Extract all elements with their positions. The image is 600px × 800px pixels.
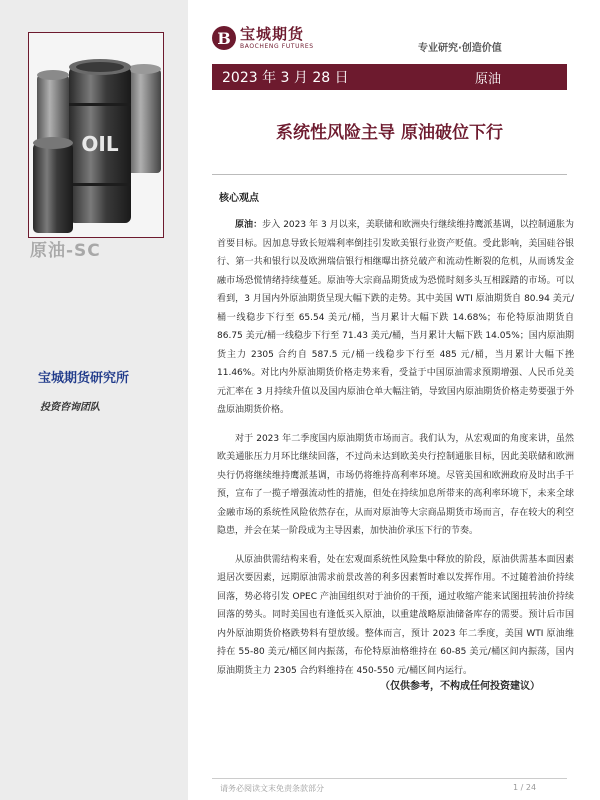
footer-note: 请务必阅读文末免责条款部分 (220, 784, 324, 793)
oil-barrels-image (29, 33, 163, 237)
report-date: 2023 年 3 月 28 日 (222, 70, 349, 86)
date-bar (212, 64, 567, 90)
brand-name-en: BAOCHENG FUTURES (240, 42, 314, 50)
oil-label: OIL (81, 132, 119, 156)
report-category: 原油 (474, 71, 501, 87)
sidebar-category: 原油-SC (30, 241, 101, 261)
paragraph-1-text: 步入 2023 年 3 月以来，美联储和欧洲央行继续维持鹰派基调，以控制通胀为首要目标。因加息导致长短端利率倒挂引发欧美银行业资产贬值。受此影响，美国硅谷银行、第一共和银行以及欧洲瑞信银行相继曝出挤兑破产和流动性断裂的危机，从而诱发金融市场恐慌情绪持续蔓延。原油等大宗商品期货成为恐慌时刻多头互相踩踏的市场。可以看到，3 月国内外原油期货呈现大幅下跌的走势。其中美国 WTI 原油期货自 80.94 美元/桶一线稳步下行至 65.54 美元/桶，当月累计大幅下跌 14.68%；布伦特原油期货自 86.75 美元/桶一线稳步下行至 71.43 美元/桶，当月累计大幅下跌 14.05%；国内原油期货主力 2305 合约自 587.5 元/桶一线稳步下行至 485 元/桶，当月累计大幅下挫 11.46%。对比内外原油期货价格走势来看，受益于中国原油需求预期增强、人民币兑美元汇率在 3 月持续升值以及国内原油仓单大幅注销，导致国内原油期货价格走势要强于外盘原油期货价格。 (217, 220, 574, 415)
paragraph-2: 对于 2023 年二季度国内原油期货市场而言。我们认为，从宏观面的角度来讲，虽然欧美通胀压力月环比继续回落，不过尚未达到欧美央行控制通胀目标，因此美联储和欧洲央行仍将继续维持鹰派基调，市场仍将维持高利率环境。尽管美国和欧洲政府及时出手干预，宣布了一揽子增强流动性的措施，但处在持续加息所带来的高利率环境下，未来全球金融市场的系统性风险依然存在，从而对原油等大宗商品期货市场而言，存在较大的利空隐患，并会在某一阶段成为主导因素，加快油价承压下行的节奏。 (217, 433, 574, 536)
footer-divider (212, 778, 567, 779)
report-body (217, 216, 574, 690)
report-title: 系统性风险主导 原油破位下行 (276, 123, 503, 143)
paragraph-1 (217, 216, 574, 420)
hero-image-frame (28, 32, 164, 238)
paragraph-3: 从原油供需结构来看，处在宏观面系统性风险集中释放的阶段，原油供需基本面因素退居次要因素，远期原油需求前景改善的利多因素暂时难以发挥作用。不过随着油价持续回落，势必将引发 OPEC 产油国组织对于油价的干预，通过收缩产能来试图扭转油价持续回落的势头。同时美国也有逢低买入原油，以重建战略原油储备库存的需要。预计后市国内外原油期货价格跌势料有望放缓。整体而言，预计 2023 年二季度，美国 WTI 原油维持在 55-80 美元/桶区间内振荡，布伦特原油格维持在 60-85 美元/桶区间内振荡，国内原油期货主力 2305 合约料维持在 450-550 元/桶区间内运行。 (217, 554, 574, 676)
brand-logo-icon: B (212, 26, 236, 50)
sidebar-institute: 宝城期货研究所 (38, 371, 130, 386)
divider (212, 174, 567, 175)
brand-slogan: 专业研究·创造价值 (418, 43, 502, 54)
brand-logo (212, 26, 314, 50)
section-title: 核心观点 (219, 193, 259, 204)
page-number: 1 / 24 (513, 783, 537, 792)
sidebar (0, 0, 188, 800)
lead-label: 原油： (235, 220, 263, 230)
disclaimer: （仅供参考，不构成任何投资建议） (380, 681, 540, 692)
sidebar-team: 投资咨询团队 (40, 402, 100, 413)
brand-name-cn: 宝城期货 (240, 24, 305, 43)
